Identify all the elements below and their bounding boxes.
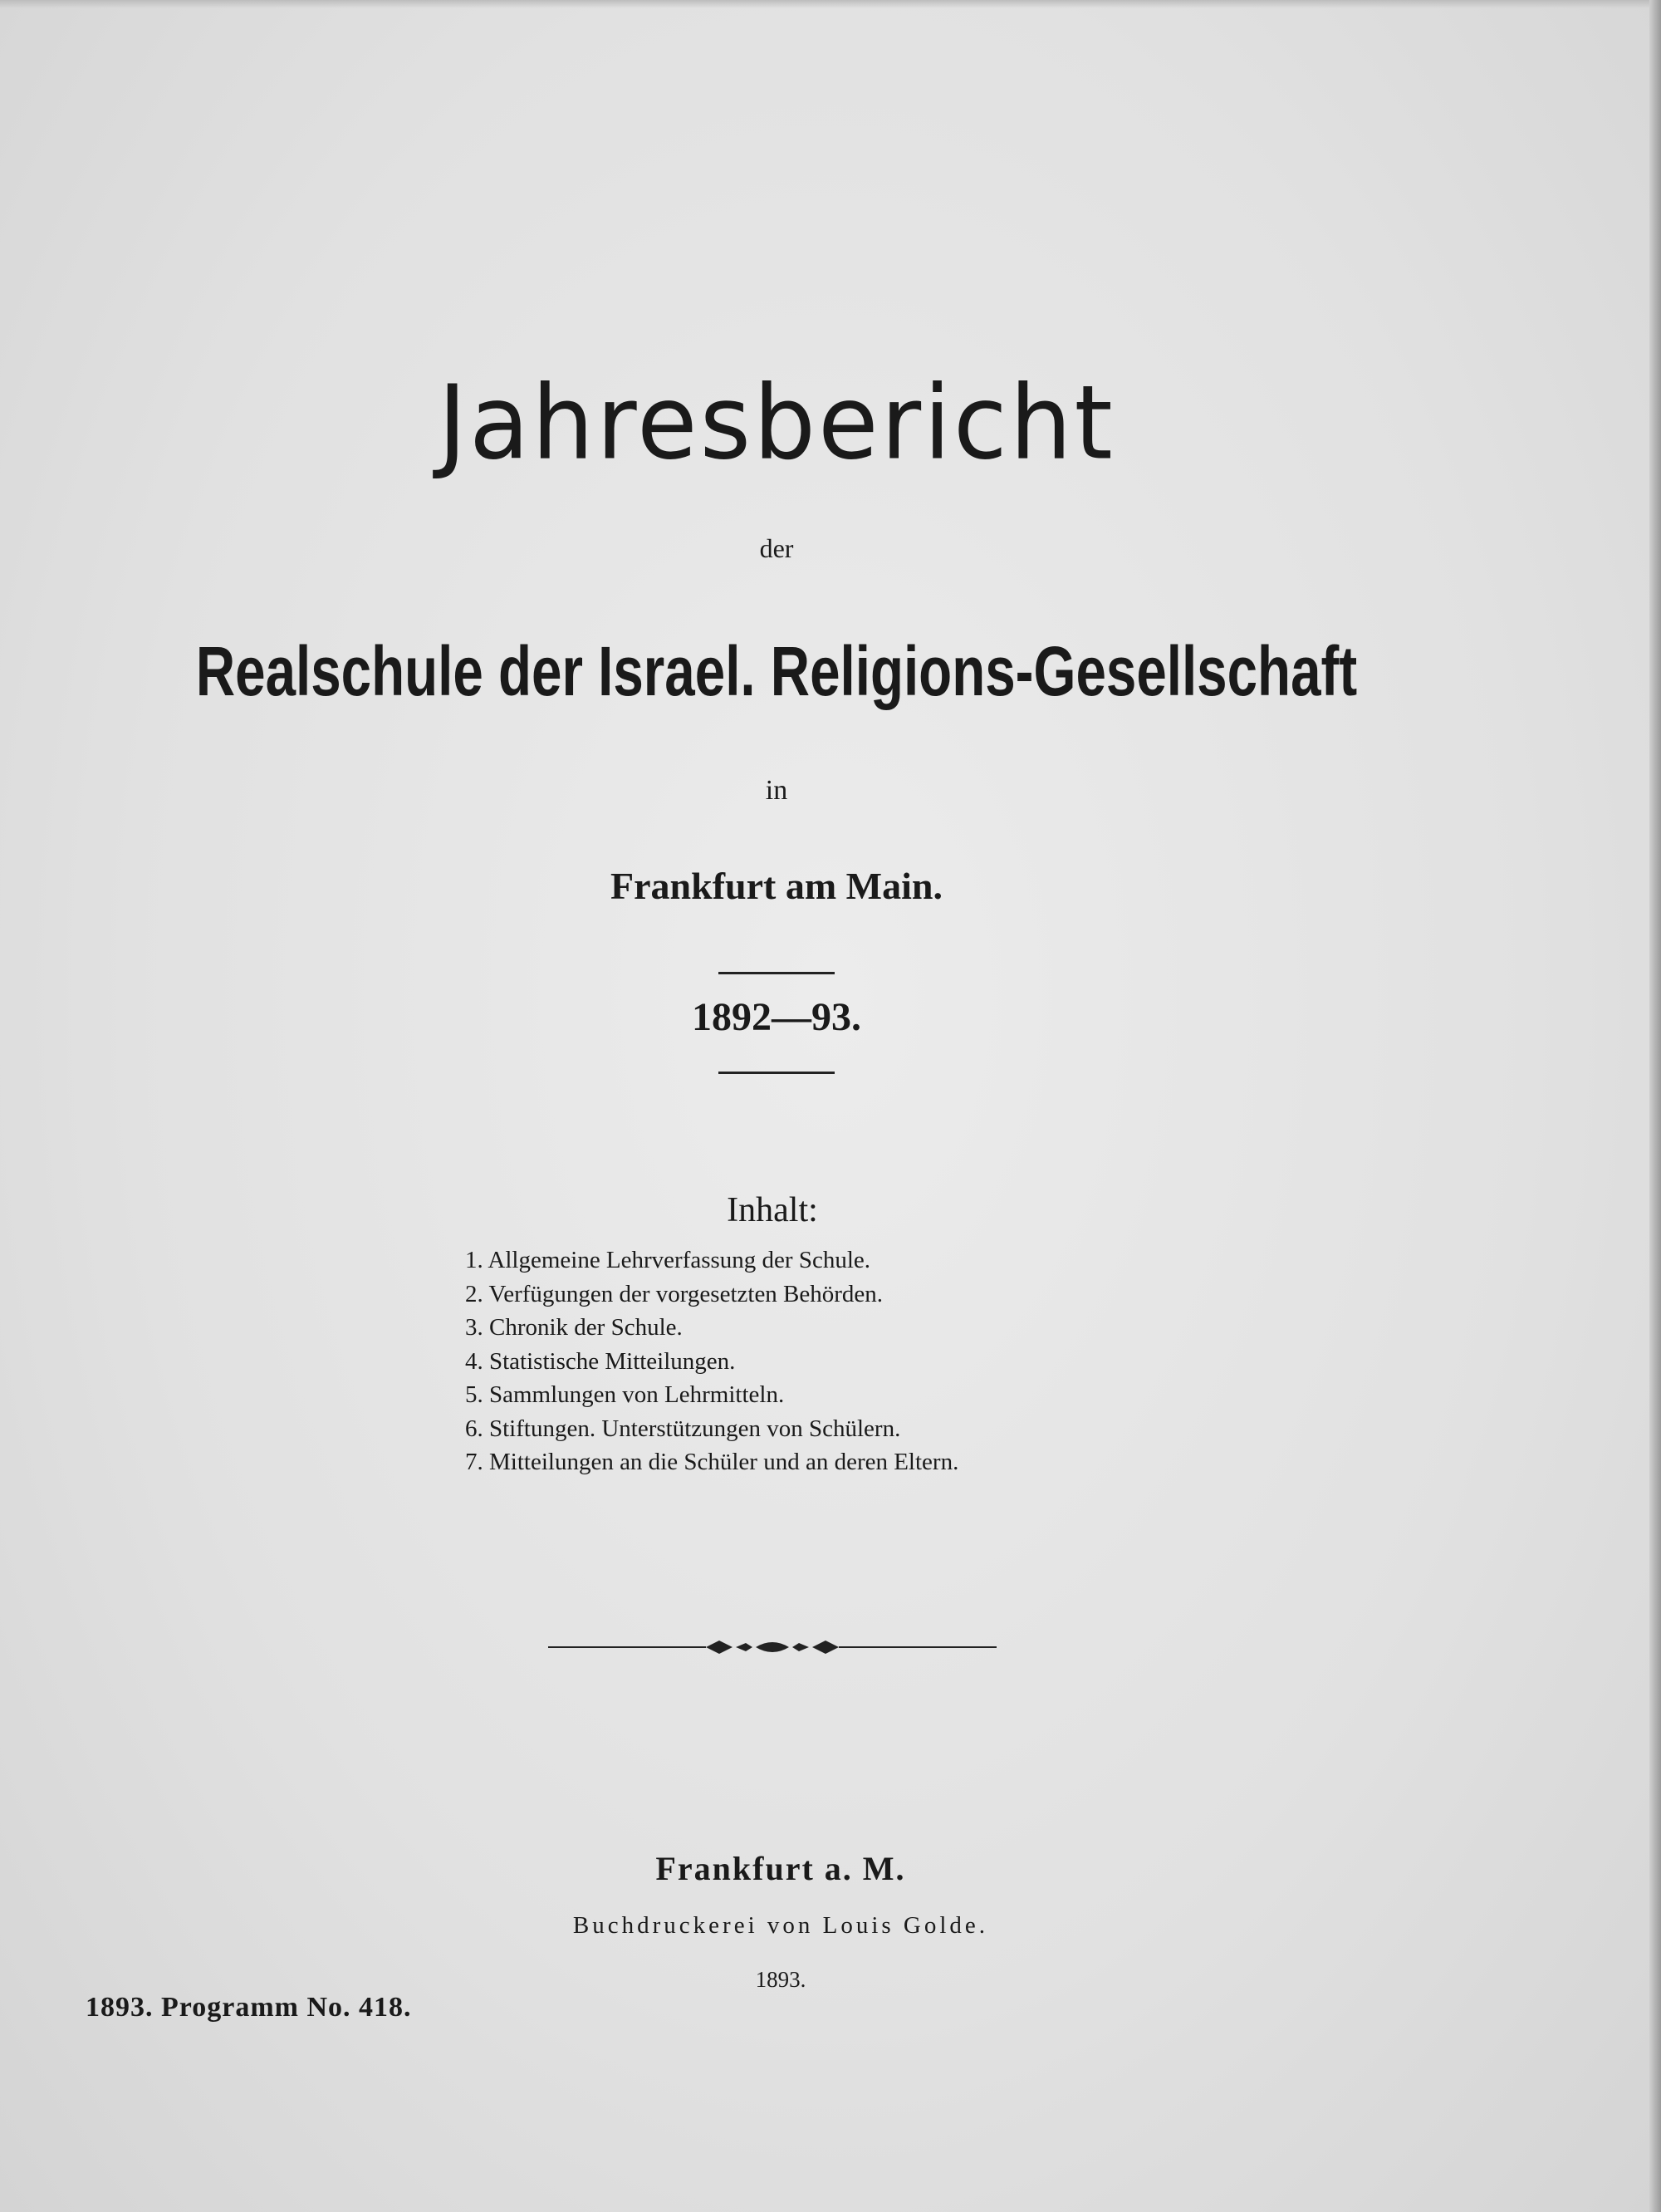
city-name: Frankfurt am Main. (610, 865, 943, 907)
connector-word: der (759, 533, 794, 563)
printer-name: Buchdruckerei von Louis Golde. (572, 1912, 989, 1939)
page-right-edge (1649, 0, 1661, 2212)
institution-name: Realschule der Israel. Religions-Gesellschaft (195, 632, 1358, 710)
contents-item: 5. Sammlungen von Lehrmitteln. (465, 1381, 785, 1408)
ornamental-divider (548, 1631, 997, 1664)
contents-item: 3. Chronik der Schule. (465, 1314, 683, 1341)
publication-year: 1893. (755, 1967, 806, 1992)
publisher-city: Frankfurt a. M. (655, 1850, 906, 1887)
contents-item: 2. Verfügungen der vorgesetzten Behörden. (465, 1280, 884, 1307)
contents-item: 6. Stiftungen. Unterstützungen von Schülern. (465, 1415, 901, 1442)
contents-list (465, 1243, 958, 1479)
divider-below-year (718, 1072, 835, 1074)
page-top-shadow (0, 0, 1661, 8)
contents-item: 1. Allgemeine Lehrverfassung der Schule. (465, 1247, 871, 1273)
school-year: 1892—93. (692, 995, 861, 1039)
divider-above-year (718, 972, 835, 974)
contents-heading: Inhalt: (727, 1191, 818, 1229)
program-number: 1893. Programm No. 418. (86, 1992, 412, 2023)
contents-item: 7. Mitteilungen an die Schüler und an deren Eltern. (465, 1449, 959, 1475)
contents-item: 4. Statistische Mitteilungen. (465, 1347, 736, 1375)
preposition-word: in (765, 775, 788, 806)
report-title: Jahresbericht (438, 363, 1115, 483)
